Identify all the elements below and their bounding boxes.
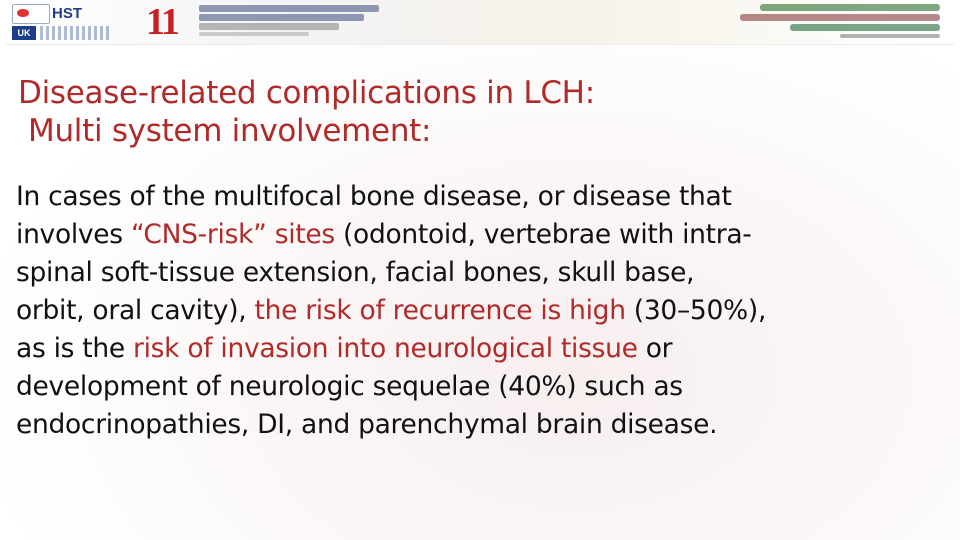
uk-logo: UK bbox=[12, 26, 36, 40]
highlight-recurrence: the risk of recurrence is high bbox=[254, 295, 626, 326]
slide-body-text bbox=[16, 178, 951, 444]
sponsor-logos bbox=[12, 4, 142, 42]
text-run: or bbox=[637, 333, 673, 364]
slide-title bbox=[18, 74, 948, 150]
hst-logo: HST bbox=[52, 5, 82, 22]
persian-congress-lettering bbox=[730, 4, 940, 42]
congress-name-lettering bbox=[199, 5, 399, 41]
text-run: orbit, oral cavity), bbox=[16, 295, 255, 326]
body-line-2 bbox=[16, 216, 951, 254]
body-line-7: endocrinopathies, DI, and parenchymal brain disease. bbox=[16, 409, 718, 440]
text-run: (30–50%), bbox=[625, 295, 767, 326]
body-line-1: In cases of the multifocal bone disease, or disease that bbox=[16, 181, 732, 212]
title-line-2: Multi system involvement: bbox=[28, 113, 432, 149]
highlight-cns-risk: “CNS-risk” sites bbox=[130, 219, 335, 250]
pediatric-society-logo bbox=[12, 4, 50, 24]
body-line-6: development of neurologic sequelae (40%) such as bbox=[16, 371, 683, 402]
text-run: involves bbox=[16, 219, 131, 250]
congress-number-logo: 11 bbox=[146, 1, 178, 43]
body-line-5 bbox=[16, 330, 951, 368]
sponsor-logo-strip bbox=[40, 26, 110, 40]
text-run: (odontoid, vertebrae with intra- bbox=[334, 219, 752, 250]
congress-banner bbox=[6, 0, 954, 45]
body-line-4 bbox=[16, 292, 951, 330]
text-run: as is the bbox=[16, 333, 133, 364]
title-line-1: Disease-related complications in LCH: bbox=[18, 75, 595, 111]
body-line-3: spinal soft-tissue extension, facial bones, skull base, bbox=[16, 257, 695, 288]
highlight-invasion: risk of invasion into neurological tissue bbox=[132, 333, 638, 364]
